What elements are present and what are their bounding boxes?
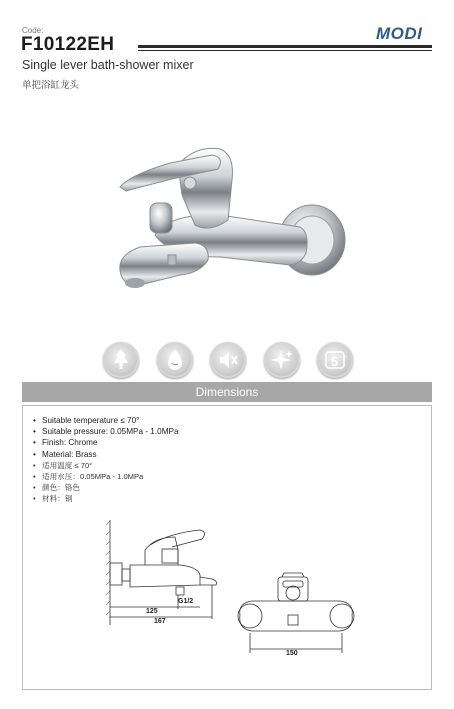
product-code: F10122EH [21, 34, 115, 55]
feature-icons-row [103, 342, 353, 382]
spec-item: • Finish: Chrome [33, 438, 98, 448]
sparkle-finish-icon [264, 342, 300, 378]
spec-item-cn: • 适用水压：0.05MPa - 1.0MPa [33, 472, 144, 482]
technical-drawing [100, 515, 360, 665]
faucet-product-image [100, 135, 360, 305]
spec-item-cn: • 材料：铜 [33, 494, 73, 504]
filter-aerator-icon [103, 342, 139, 378]
warranty-number: 5 [331, 354, 339, 369]
brand-logo: MODI [376, 24, 423, 43]
product-name-cn: 单把浴缸龙头 [22, 80, 80, 91]
spec-item: • Material: Brass [33, 449, 97, 459]
header-rule-thin [138, 50, 432, 51]
spec-item-cn: • 颜色：铬色 [33, 483, 80, 493]
product-name: Single lever bath-shower mixer [22, 58, 194, 72]
specs-list [33, 415, 179, 505]
dim-150-label: 150 [286, 650, 298, 657]
warranty-year-label: YEAR [338, 355, 347, 359]
silent-icon [210, 342, 246, 378]
dim-167-label: 167 [154, 618, 166, 625]
water-saving-icon [157, 342, 193, 378]
thread-label: G1/2 [178, 598, 194, 605]
dimensions-header: Dimensions [22, 382, 432, 402]
dim-125-label: 125 [146, 608, 158, 615]
header-rule-thick [138, 45, 432, 48]
spec-item-cn: • 适用温度 ≤ 70° [33, 460, 93, 470]
spec-item: • Suitable temperature ≤ 70° [33, 416, 140, 425]
code-label: Code: [22, 26, 44, 35]
warranty-5-year-icon [317, 342, 353, 378]
spec-item: • Suitable pressure: 0.05MPa - 1.0MPa [33, 427, 179, 437]
